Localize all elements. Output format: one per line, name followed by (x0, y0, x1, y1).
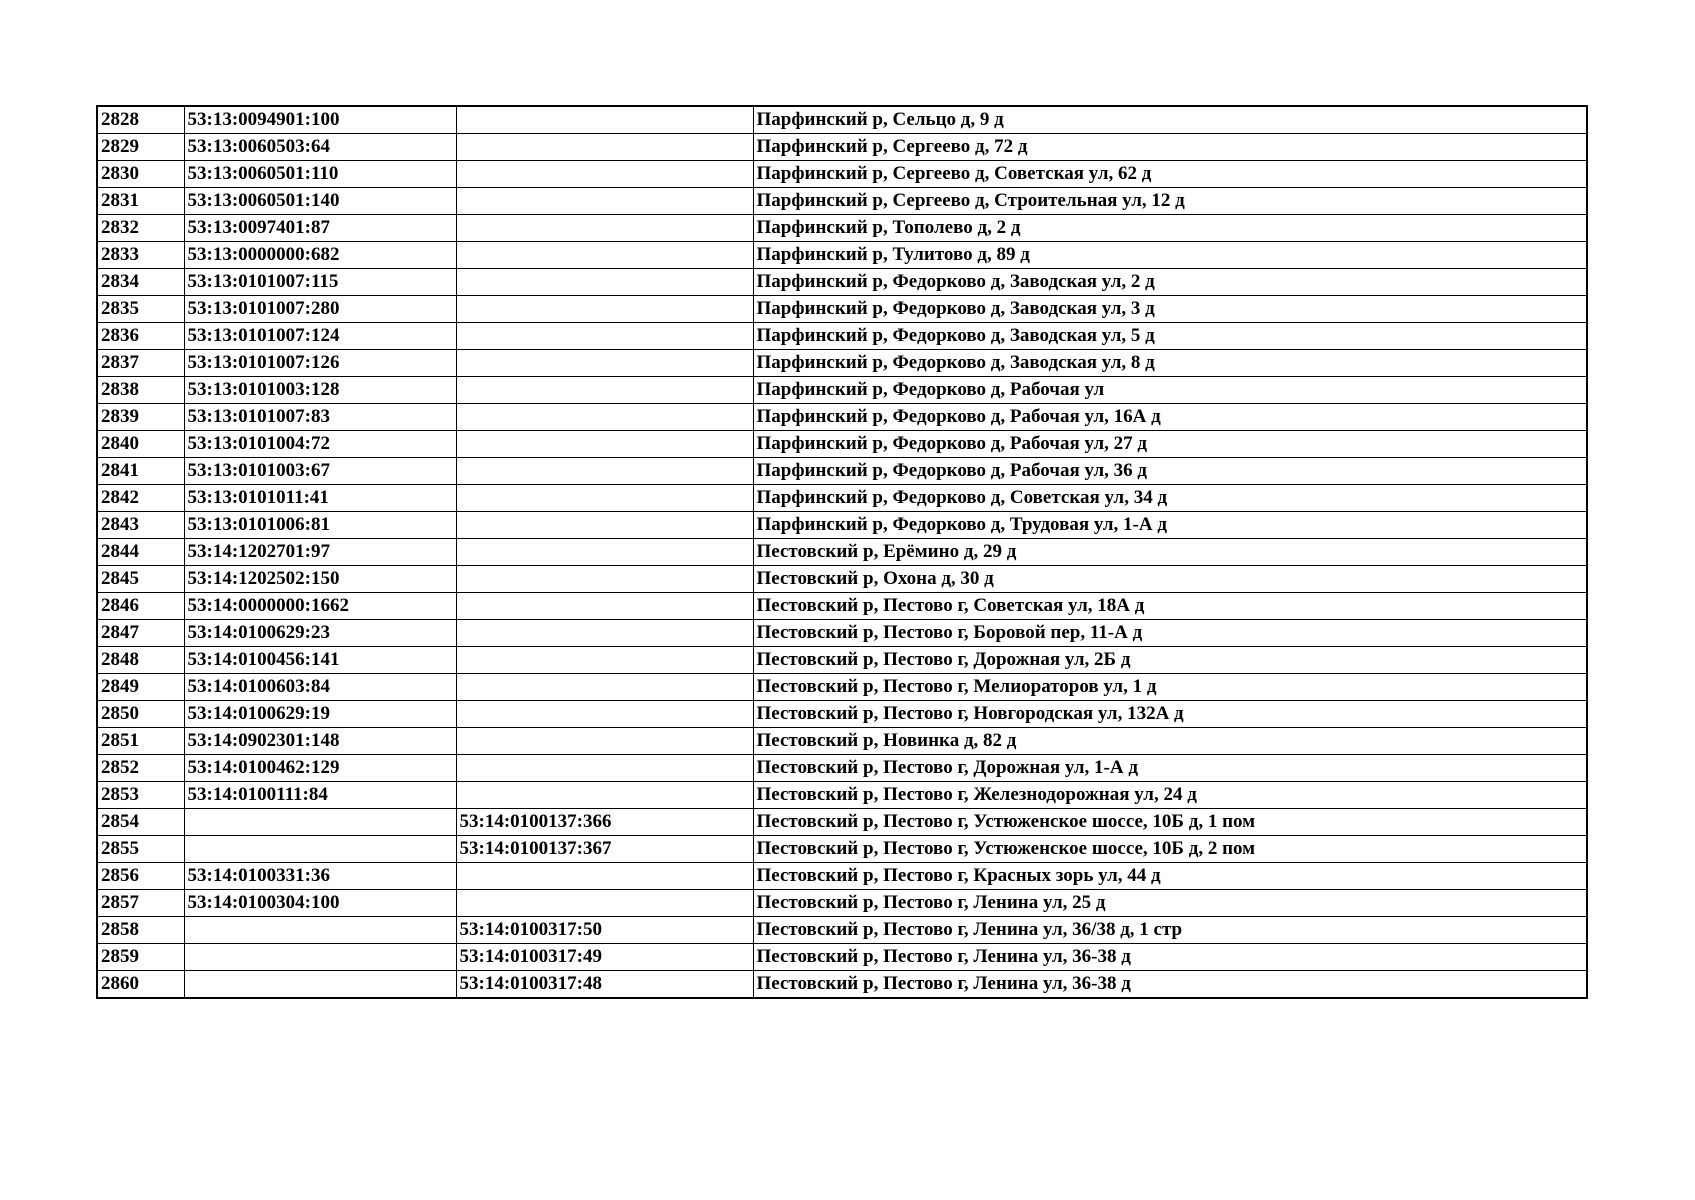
cadastral-number-secondary-cell (456, 242, 753, 269)
cadastral-number-cell: 53:14:0902301:148 (184, 728, 456, 755)
row-number-cell: 2847 (97, 620, 184, 647)
address-cell: Пестовский р, Пестово г, Ленина ул, 36-38 д (753, 944, 1587, 971)
cadastral-number-cell: 53:14:0100629:23 (184, 620, 456, 647)
cadastral-number-secondary-cell (456, 539, 753, 566)
cadastral-number-secondary-cell: 53:14:0100137:367 (456, 836, 753, 863)
cadastral-number-cell: 53:14:0100603:84 (184, 674, 456, 701)
cadastral-number-secondary-cell: 53:14:0100137:366 (456, 809, 753, 836)
table-row (97, 566, 1587, 593)
table-row (97, 809, 1587, 836)
row-number-cell: 2857 (97, 890, 184, 917)
cadastral-number-cell: 53:13:0101007:124 (184, 323, 456, 350)
table-row (97, 755, 1587, 782)
table-row (97, 620, 1587, 647)
cadastral-number-secondary-cell (456, 323, 753, 350)
cadastral-number-cell: 53:13:0101011:41 (184, 485, 456, 512)
address-cell: Парфинский р, Федорково д, Рабочая ул, 36 д (753, 458, 1587, 485)
cadastral-number-cell: 53:14:0100456:141 (184, 647, 456, 674)
cadastral-number-secondary-cell (456, 890, 753, 917)
table-row (97, 782, 1587, 809)
row-number-cell: 2834 (97, 269, 184, 296)
cadastral-number-secondary-cell (456, 161, 753, 188)
table-row (97, 728, 1587, 755)
row-number-cell: 2843 (97, 512, 184, 539)
cadastral-number-secondary-cell (456, 134, 753, 161)
row-number-cell: 2839 (97, 404, 184, 431)
cadastral-number-cell: 53:13:0094901:100 (184, 106, 456, 134)
address-cell: Парфинский р, Федорково д, Заводская ул, 3 д (753, 296, 1587, 323)
cadastral-number-cell: 53:14:0100304:100 (184, 890, 456, 917)
row-number-cell: 2836 (97, 323, 184, 350)
cadastral-number-cell: 53:13:0101007:115 (184, 269, 456, 296)
address-cell: Пестовский р, Ерёмино д, 29 д (753, 539, 1587, 566)
table-row (97, 161, 1587, 188)
cadastral-number-cell: 53:13:0101006:81 (184, 512, 456, 539)
row-number-cell: 2830 (97, 161, 184, 188)
table-row (97, 971, 1587, 999)
cadastral-number-cell: 53:13:0101003:67 (184, 458, 456, 485)
row-number-cell: 2852 (97, 755, 184, 782)
cadastral-number-secondary-cell (456, 106, 753, 134)
row-number-cell: 2831 (97, 188, 184, 215)
table-row (97, 539, 1587, 566)
address-cell: Пестовский р, Пестово г, Советская ул, 18А д (753, 593, 1587, 620)
cadastral-number-secondary-cell (456, 701, 753, 728)
address-cell: Пестовский р, Пестово г, Ленина ул, 36-38 д (753, 971, 1587, 999)
table-row (97, 647, 1587, 674)
row-number-cell: 2855 (97, 836, 184, 863)
row-number-cell: 2856 (97, 863, 184, 890)
cadastral-number-cell: 53:14:1202701:97 (184, 539, 456, 566)
table-body (97, 106, 1587, 998)
address-cell: Парфинский р, Сергеево д, 72 д (753, 134, 1587, 161)
row-number-cell: 2860 (97, 971, 184, 999)
cadastral-number-cell: 53:13:0101004:72 (184, 431, 456, 458)
table-row (97, 215, 1587, 242)
table-row (97, 188, 1587, 215)
cadastral-number-cell: 53:14:0100111:84 (184, 782, 456, 809)
cadastral-number-secondary-cell (456, 485, 753, 512)
address-cell: Парфинский р, Федорково д, Рабочая ул (753, 377, 1587, 404)
cadastral-number-cell: 53:13:0060503:64 (184, 134, 456, 161)
cadastral-number-cell: 53:13:0060501:140 (184, 188, 456, 215)
cadastral-number-secondary-cell (456, 350, 753, 377)
cadastral-number-cell (184, 809, 456, 836)
row-number-cell: 2832 (97, 215, 184, 242)
cadastral-number-secondary-cell (456, 404, 753, 431)
address-cell: Парфинский р, Федорково д, Рабочая ул, 16А д (753, 404, 1587, 431)
table-row (97, 350, 1587, 377)
table-row (97, 269, 1587, 296)
address-cell: Пестовский р, Пестово г, Устюженское шоссе, 10Б д, 2 пом (753, 836, 1587, 863)
cadastral-number-cell: 53:13:0000000:682 (184, 242, 456, 269)
address-cell: Парфинский р, Федорково д, Заводская ул, 2 д (753, 269, 1587, 296)
cadastral-number-secondary-cell (456, 782, 753, 809)
cadastral-number-cell: 53:14:0100331:36 (184, 863, 456, 890)
table-row (97, 323, 1587, 350)
address-cell: Парфинский р, Федорково д, Советская ул, 34 д (753, 485, 1587, 512)
table-row (97, 917, 1587, 944)
cadastral-number-secondary-cell (456, 566, 753, 593)
row-number-cell: 2850 (97, 701, 184, 728)
cadastral-number-cell (184, 836, 456, 863)
table-row (97, 106, 1587, 134)
table-row (97, 485, 1587, 512)
cadastral-number-cell: 53:14:0000000:1662 (184, 593, 456, 620)
table-row (97, 836, 1587, 863)
address-cell: Парфинский р, Федорково д, Рабочая ул, 27 д (753, 431, 1587, 458)
address-cell: Парфинский р, Тополево д, 2 д (753, 215, 1587, 242)
cadastral-number-cell: 53:14:0100462:129 (184, 755, 456, 782)
address-cell: Парфинский р, Сергеево д, Строительная ул, 12 д (753, 188, 1587, 215)
address-cell: Пестовский р, Охона д, 30 д (753, 566, 1587, 593)
address-cell: Парфинский р, Сергеево д, Советская ул, 62 д (753, 161, 1587, 188)
cadastral-number-secondary-cell (456, 863, 753, 890)
address-cell: Парфинский р, Тулитово д, 89 д (753, 242, 1587, 269)
address-cell: Пестовский р, Пестово г, Красных зорь ул, 44 д (753, 863, 1587, 890)
table-row (97, 296, 1587, 323)
row-number-cell: 2841 (97, 458, 184, 485)
table-row (97, 701, 1587, 728)
address-cell: Пестовский р, Пестово г, Новгородская ул, 132А д (753, 701, 1587, 728)
registry-table (96, 105, 1588, 999)
cadastral-number-secondary-cell (456, 755, 753, 782)
row-number-cell: 2859 (97, 944, 184, 971)
address-cell: Пестовский р, Пестово г, Дорожная ул, 1-А д (753, 755, 1587, 782)
address-cell: Пестовский р, Пестово г, Боровой пер, 11-А д (753, 620, 1587, 647)
cadastral-number-secondary-cell (456, 215, 753, 242)
row-number-cell: 2849 (97, 674, 184, 701)
address-cell: Пестовский р, Пестово г, Ленина ул, 25 д (753, 890, 1587, 917)
cadastral-number-secondary-cell (456, 377, 753, 404)
table-row (97, 890, 1587, 917)
address-cell: Пестовский р, Новинка д, 82 д (753, 728, 1587, 755)
row-number-cell: 2848 (97, 647, 184, 674)
row-number-cell: 2853 (97, 782, 184, 809)
address-cell: Парфинский р, Сельцо д, 9 д (753, 106, 1587, 134)
cadastral-number-secondary-cell (456, 647, 753, 674)
cadastral-number-secondary-cell (456, 296, 753, 323)
address-cell: Пестовский р, Пестово г, Устюженское шоссе, 10Б д, 1 пом (753, 809, 1587, 836)
address-cell: Пестовский р, Пестово г, Дорожная ул, 2Б д (753, 647, 1587, 674)
cadastral-number-secondary-cell (456, 512, 753, 539)
address-cell: Пестовский р, Пестово г, Железнодорожная ул, 24 д (753, 782, 1587, 809)
table-row (97, 377, 1587, 404)
cadastral-number-secondary-cell: 53:14:0100317:49 (456, 944, 753, 971)
table-row (97, 458, 1587, 485)
cadastral-number-secondary-cell: 53:14:0100317:50 (456, 917, 753, 944)
row-number-cell: 2844 (97, 539, 184, 566)
row-number-cell: 2838 (97, 377, 184, 404)
cadastral-number-cell: 53:13:0101007:280 (184, 296, 456, 323)
cadastral-number-cell (184, 917, 456, 944)
row-number-cell: 2854 (97, 809, 184, 836)
address-cell: Парфинский р, Федорково д, Заводская ул, 8 д (753, 350, 1587, 377)
address-cell: Пестовский р, Пестово г, Мелиораторов ул, 1 д (753, 674, 1587, 701)
cadastral-number-cell: 53:13:0060501:110 (184, 161, 456, 188)
address-cell: Парфинский р, Федорково д, Трудовая ул, 1-А д (753, 512, 1587, 539)
address-cell: Парфинский р, Федорково д, Заводская ул, 5 д (753, 323, 1587, 350)
cadastral-number-cell: 53:13:0097401:87 (184, 215, 456, 242)
cadastral-number-cell (184, 971, 456, 999)
row-number-cell: 2858 (97, 917, 184, 944)
cadastral-number-secondary-cell: 53:14:0100317:48 (456, 971, 753, 999)
table-row (97, 431, 1587, 458)
row-number-cell: 2829 (97, 134, 184, 161)
cadastral-number-secondary-cell (456, 728, 753, 755)
table-row (97, 674, 1587, 701)
cadastral-number-secondary-cell (456, 269, 753, 296)
table-row (97, 512, 1587, 539)
table-row (97, 863, 1587, 890)
address-cell: Пестовский р, Пестово г, Ленина ул, 36/38 д, 1 стр (753, 917, 1587, 944)
cadastral-number-secondary-cell (456, 593, 753, 620)
row-number-cell: 2837 (97, 350, 184, 377)
row-number-cell: 2851 (97, 728, 184, 755)
cadastral-number-cell: 53:13:0101003:128 (184, 377, 456, 404)
cadastral-number-cell: 53:14:0100629:19 (184, 701, 456, 728)
cadastral-number-secondary-cell (456, 674, 753, 701)
cadastral-number-cell (184, 944, 456, 971)
row-number-cell: 2828 (97, 106, 184, 134)
cadastral-number-secondary-cell (456, 620, 753, 647)
table-row (97, 593, 1587, 620)
row-number-cell: 2845 (97, 566, 184, 593)
row-number-cell: 2842 (97, 485, 184, 512)
row-number-cell: 2840 (97, 431, 184, 458)
cadastral-number-cell: 53:13:0101007:126 (184, 350, 456, 377)
row-number-cell: 2833 (97, 242, 184, 269)
cadastral-number-secondary-cell (456, 188, 753, 215)
row-number-cell: 2835 (97, 296, 184, 323)
cadastral-number-secondary-cell (456, 458, 753, 485)
table-row (97, 242, 1587, 269)
table-row (97, 134, 1587, 161)
table-row (97, 404, 1587, 431)
table-row (97, 944, 1587, 971)
cadastral-number-cell: 53:14:1202502:150 (184, 566, 456, 593)
cadastral-number-cell: 53:13:0101007:83 (184, 404, 456, 431)
cadastral-number-secondary-cell (456, 431, 753, 458)
row-number-cell: 2846 (97, 593, 184, 620)
